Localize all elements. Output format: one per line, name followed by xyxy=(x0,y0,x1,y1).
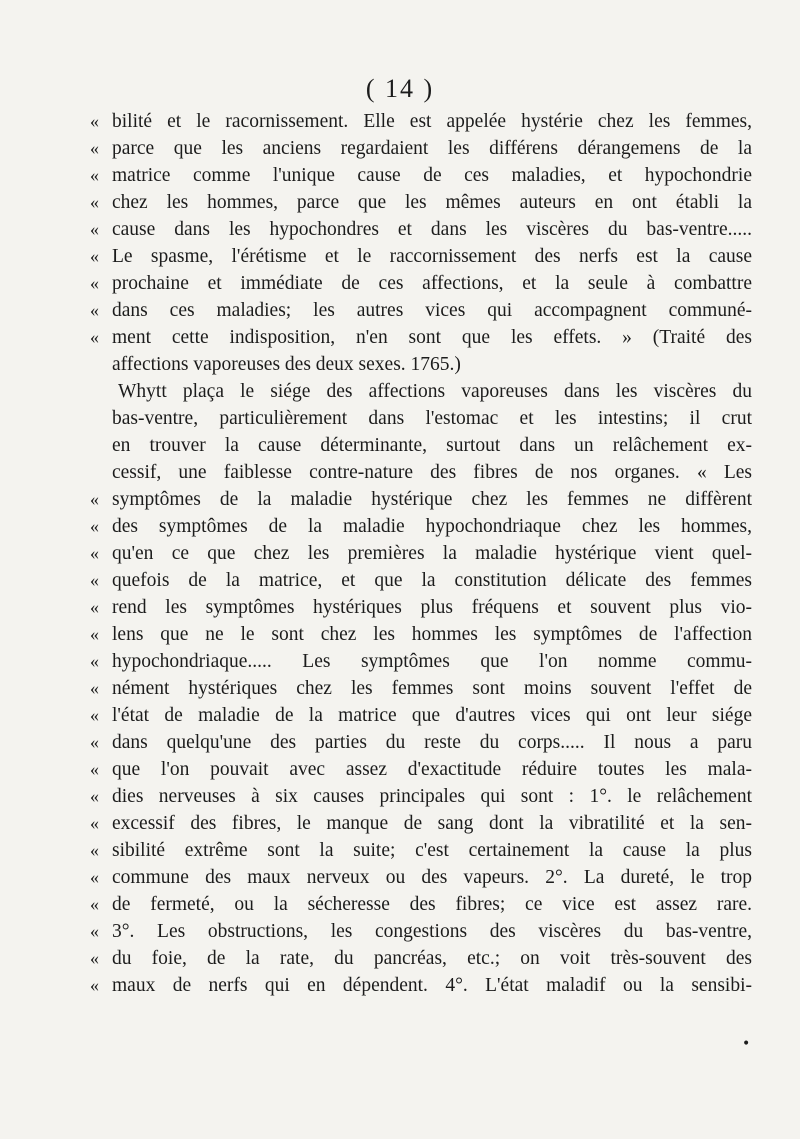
quote-mark: « xyxy=(90,273,99,293)
line-text: nément hystériques chez les femmes sont moins souvent l'effet de xyxy=(112,678,752,699)
page-number: ( 14 ) xyxy=(365,74,435,103)
text-line xyxy=(112,405,752,432)
quote-mark: « xyxy=(90,489,99,509)
text-line xyxy=(90,243,752,270)
line-text: symptômes de la maladie hystérique chez les femmes ne diffèrent xyxy=(112,489,752,510)
text-line xyxy=(90,783,752,810)
text-line xyxy=(90,621,752,648)
quote-mark: « xyxy=(90,543,99,563)
body-text xyxy=(90,108,752,999)
line-text: matrice comme l'unique cause de ces maladies, et hypochondrie xyxy=(112,165,752,186)
line-text: bilité et le racornissement. Elle est appelée hystérie chez les femmes, xyxy=(112,111,752,132)
text-line xyxy=(90,540,752,567)
text-line xyxy=(90,972,752,999)
quote-mark: « xyxy=(90,300,99,320)
text-line xyxy=(112,459,752,486)
text-line xyxy=(90,756,752,783)
quote-mark: « xyxy=(90,759,99,779)
quote-mark: « xyxy=(90,813,99,833)
line-text: chez les hommes, parce que les mêmes auteurs en ont établi la xyxy=(112,192,752,213)
quote-mark: « xyxy=(90,111,99,131)
quote-mark: « xyxy=(90,678,99,698)
text-line xyxy=(112,432,752,459)
text-line xyxy=(90,729,752,756)
text-line xyxy=(112,351,752,378)
line-text: rend les symptômes hystériques plus fréquens et souvent plus vio- xyxy=(112,597,752,618)
quote-mark: « xyxy=(90,165,99,185)
quote-mark: « xyxy=(90,948,99,968)
line-text: l'état de maladie de la matrice que d'autres vices qui ont leur siége xyxy=(112,705,752,726)
line-text: 3°. Les obstructions, les congestions des viscères du bas-ventre, xyxy=(112,921,752,942)
line-text: parce que les anciens regardaient les différens dérangemens de la xyxy=(112,138,752,159)
quote-mark: « xyxy=(90,516,99,536)
text-line xyxy=(90,162,752,189)
text-line xyxy=(90,324,752,351)
line-text: des symptômes de la maladie hypochondriaque chez les hommes, xyxy=(112,516,752,537)
text-line xyxy=(90,216,752,243)
end-mark: • xyxy=(742,1036,751,1052)
text-line xyxy=(90,648,752,675)
text-line xyxy=(90,837,752,864)
text-line xyxy=(90,891,752,918)
text-line xyxy=(90,189,752,216)
quote-mark: « xyxy=(90,327,99,347)
line-text: quefois de la matrice, et que la constitution délicate des femmes xyxy=(112,570,752,591)
text-line xyxy=(112,378,752,405)
text-line xyxy=(90,702,752,729)
quote-mark: « xyxy=(90,219,99,239)
line-text: hypochondriaque..... Les symptômes que l'on nomme commu- xyxy=(112,651,752,672)
quote-mark: « xyxy=(90,192,99,212)
text-line xyxy=(90,567,752,594)
quote-mark: « xyxy=(90,597,99,617)
line-text: Le spasme, l'érétisme et le raccornissement des nerfs est la cause xyxy=(112,246,752,267)
quote-mark: « xyxy=(90,570,99,590)
line-text: qu'en ce que chez les premières la maladie hystérique vient quel- xyxy=(112,543,752,564)
line-text: prochaine et immédiate de ces affections, et la seule à combattre xyxy=(112,273,752,294)
line-text: dans ces maladies; les autres vices qui accompagnent communé- xyxy=(112,300,752,321)
line-text: que l'on pouvait avec assez d'exactitude réduire toutes les mala- xyxy=(112,759,752,780)
line-text: affections vaporeuses des deux sexes. 1765.) xyxy=(112,354,461,375)
line-text: sibilité extrême sont la suite; c'est certainement la cause la plus xyxy=(112,840,752,861)
quote-mark: « xyxy=(90,246,99,266)
quote-mark: « xyxy=(90,705,99,725)
line-text: du foie, de la rate, du pancréas, etc.; on voit très-souvent des xyxy=(112,948,752,969)
line-text: excessif des fibres, le manque de sang dont la vibratilité et la sen- xyxy=(112,813,752,834)
quote-mark: « xyxy=(90,867,99,887)
line-text: ment cette indisposition, n'en sont que les effets. » (Traité des xyxy=(112,327,752,348)
text-line xyxy=(90,918,752,945)
line-text: cause dans les hypochondres et dans les viscères du bas-ventre..... xyxy=(112,219,752,240)
line-text: lens que ne le sont chez les hommes les symptômes de l'affection xyxy=(112,624,752,645)
quote-mark: « xyxy=(90,975,99,995)
text-line xyxy=(90,810,752,837)
quote-mark: « xyxy=(90,894,99,914)
line-text: maux de nerfs qui en dépendent. 4°. L'état maladif ou la sensibi- xyxy=(112,975,752,996)
text-line xyxy=(90,297,752,324)
text-line xyxy=(90,513,752,540)
quote-mark: « xyxy=(90,921,99,941)
text-line xyxy=(90,945,752,972)
text-line xyxy=(90,486,752,513)
text-line xyxy=(90,864,752,891)
quote-mark: « xyxy=(90,651,99,671)
line-text: en trouver la cause déterminante, surtout dans un relâchement ex- xyxy=(112,435,752,456)
line-text: de fermeté, ou la sécheresse des fibres; ce vice est assez rare. xyxy=(112,894,752,915)
quote-mark: « xyxy=(90,624,99,644)
text-line xyxy=(90,135,752,162)
text-line xyxy=(90,594,752,621)
line-text: bas-ventre, particulièrement dans l'estomac et les intestins; il crut xyxy=(112,408,752,429)
text-line xyxy=(90,270,752,297)
quote-mark: « xyxy=(90,840,99,860)
line-text: commune des maux nerveux ou des vapeurs. 2°. La dureté, le trop xyxy=(112,867,752,888)
line-text: Whytt plaça le siége des affections vaporeuses dans les viscères du xyxy=(118,381,752,402)
quote-mark: « xyxy=(90,732,99,752)
text-line xyxy=(90,108,752,135)
quote-mark: « xyxy=(90,786,99,806)
line-text: cessif, une faiblesse contre-nature des fibres de nos organes. « Les xyxy=(112,462,752,483)
quote-mark: « xyxy=(90,138,99,158)
text-line xyxy=(90,675,752,702)
line-text: dies nerveuses à six causes principales qui sont : 1°. le relâchement xyxy=(112,786,752,807)
line-text: dans quelqu'une des parties du reste du corps..... Il nous a paru xyxy=(112,732,752,753)
